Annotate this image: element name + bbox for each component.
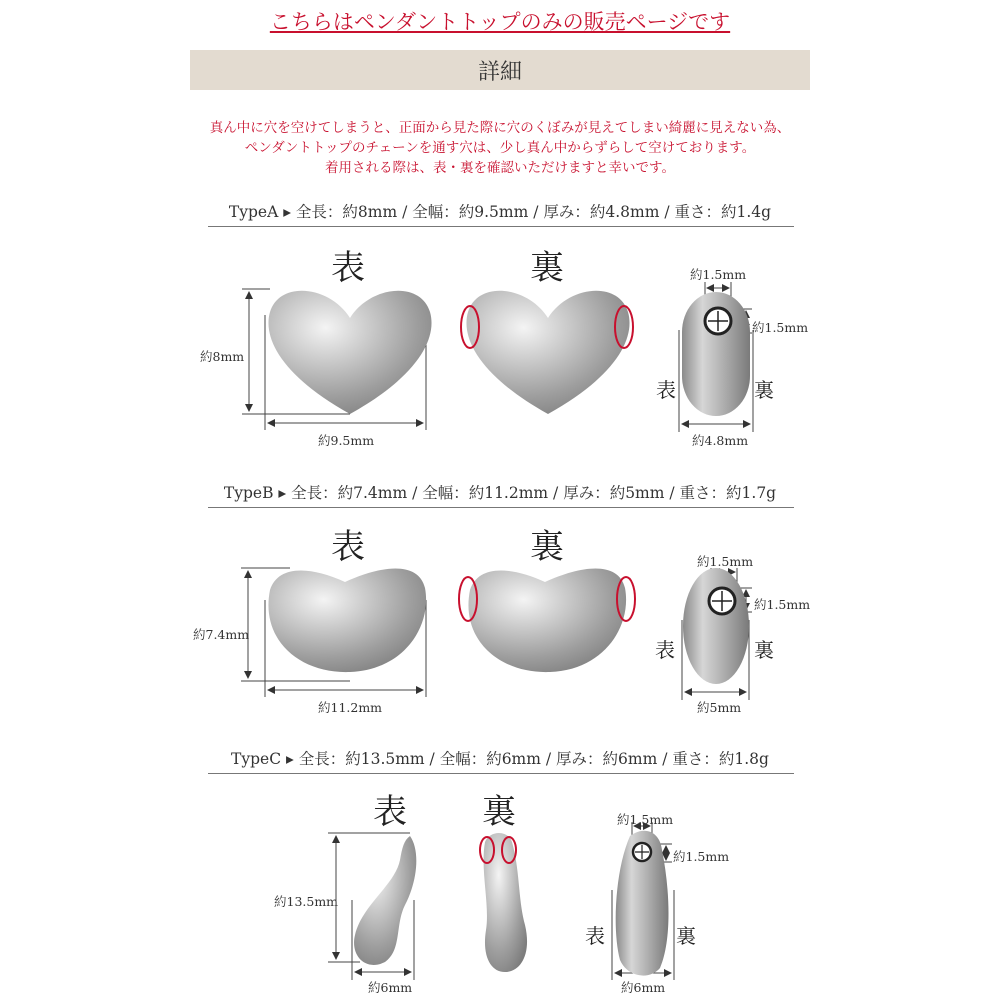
type-b-back-bean bbox=[468, 569, 626, 673]
type-b-front-bean bbox=[268, 569, 426, 673]
type-c-height-label: 約13.5mm bbox=[274, 894, 339, 909]
type-a-height-label: 約8mm bbox=[200, 349, 245, 364]
description-line-3: 着用される際は、表・裏を確認いただけますと幸いです。 bbox=[325, 160, 675, 176]
type-a-side-back-label: 裏 bbox=[754, 378, 774, 402]
type-a-back-heart bbox=[466, 291, 629, 414]
type-c-front-drop bbox=[354, 836, 416, 965]
description-line-1: 真ん中に穴を空けてしまうと、正面から見た際に穴のくぼみが見えてしまい綺麗に見えない為、 bbox=[209, 120, 791, 136]
section-title: 詳細 bbox=[477, 59, 522, 85]
type-c-back-drop bbox=[484, 833, 527, 972]
notice-text: こちらはペンダントトップのみの販売ページです bbox=[269, 10, 731, 34]
type-b-back-label: 裏 bbox=[530, 527, 564, 567]
type-a-front-label: 表 bbox=[331, 248, 365, 288]
type-a-thickness-label: 約4.8mm bbox=[692, 433, 749, 448]
type-b-width-label: 約11.2mm bbox=[318, 700, 383, 715]
type-b-spec: TypeB ▸ 全長：約7.4mm / 全幅：約11.2mm / 厚み：約5mm / 重さ：約1.7g bbox=[223, 484, 777, 502]
type-a-width-label: 約9.5mm bbox=[318, 433, 375, 448]
type-c-hole-width-label: 約1.5mm bbox=[617, 812, 674, 827]
type-a-hole-height-label: 約1.5mm bbox=[752, 320, 809, 335]
type-c-thickness-label: 約6mm bbox=[621, 980, 666, 995]
type-b-thickness-label: 約5mm bbox=[697, 700, 742, 715]
type-b-side-front-label: 表 bbox=[655, 638, 675, 662]
type-a-side-front-label: 表 bbox=[656, 378, 676, 402]
type-c-back-label: 裏 bbox=[482, 792, 516, 832]
type-c-front-label: 表 bbox=[373, 792, 407, 832]
type-c-width-label: 約6mm bbox=[368, 980, 413, 995]
type-b-side-back-label: 裏 bbox=[754, 638, 774, 662]
type-c-hole-height-label: 約1.5mm bbox=[673, 849, 730, 864]
type-a-hole-width-label: 約1.5mm bbox=[690, 267, 747, 282]
type-c-side-back-label: 裏 bbox=[676, 924, 696, 948]
type-c-side-front-label: 表 bbox=[585, 924, 605, 948]
type-a-back-label: 裏 bbox=[530, 248, 564, 288]
type-b-front-label: 表 bbox=[331, 527, 365, 567]
type-b-hole-height-label: 約1.5mm bbox=[754, 597, 811, 612]
type-b-height-label: 約7.4mm bbox=[193, 627, 250, 642]
type-a-spec: TypeA ▸ 全長：約8mm / 全幅：約9.5mm / 厚み：約4.8mm / 重さ：約1.4g bbox=[228, 203, 772, 221]
type-b-hole-width-label: 約1.5mm bbox=[697, 554, 754, 569]
type-a-front-heart bbox=[268, 291, 431, 414]
description-line-2: ペンダントトップのチェーンを通す穴は、少し真ん中からずらして空けております。 bbox=[244, 140, 756, 156]
type-c-spec: TypeC ▸ 全長：約13.5mm / 全幅：約6mm / 厚み：約6mm / 重さ：約1.8g bbox=[231, 750, 769, 768]
type-b-side-body bbox=[683, 568, 749, 684]
